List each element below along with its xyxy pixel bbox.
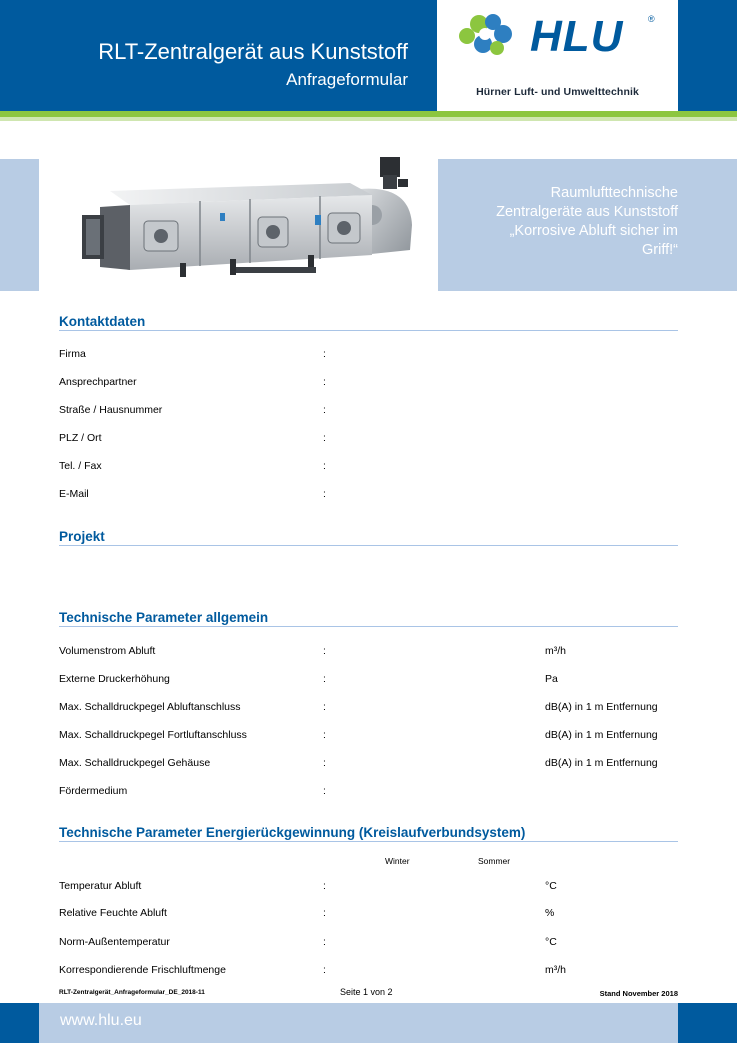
form-row-outdoor-temperature[interactable] <box>59 935 679 949</box>
form-row-sound-exhaust[interactable] <box>59 700 679 714</box>
field-separator: : <box>323 376 326 388</box>
field-separator: : <box>323 673 326 685</box>
form-row-exhaust-humidity[interactable] <box>59 906 679 920</box>
field-label: Volumenstrom Abluft <box>59 645 156 657</box>
field-separator: : <box>323 348 326 360</box>
field-label: Max. Schalldruckpegel Fortluftanschluss <box>59 729 247 741</box>
field-unit: dB(A) in 1 m Entfernung <box>545 729 658 741</box>
form-row-street[interactable] <box>59 403 679 417</box>
field-label: Korrespondierende Frischluftmenge <box>59 964 226 976</box>
form-row-phone-fax[interactable] <box>59 459 679 473</box>
field-unit: % <box>545 907 555 919</box>
form-row-external-pressure[interactable] <box>59 672 679 686</box>
form-row-volume-flow[interactable] <box>59 644 679 658</box>
section-rule <box>59 545 678 546</box>
field-label: Max. Schalldruckpegel Gehäuse <box>59 757 211 769</box>
form-row-medium[interactable] <box>59 784 679 798</box>
field-separator: : <box>323 404 326 416</box>
section-rule <box>59 330 678 331</box>
field-label: Straße / Hausnummer <box>59 404 163 416</box>
field-label: Max. Schalldruckpegel Abluftanschluss <box>59 701 241 713</box>
field-unit: °C <box>545 936 557 948</box>
field-label: Temperatur Abluft <box>59 880 142 892</box>
document-subtitle: Anfrageformular <box>286 70 408 89</box>
form-row-sound-outlet[interactable] <box>59 728 679 742</box>
section-rule <box>59 841 678 842</box>
form-row-contact-person[interactable] <box>59 375 679 389</box>
form-row-email[interactable] <box>59 487 679 501</box>
column-header-summer: Sommer <box>478 856 511 866</box>
field-unit: °C <box>545 880 557 892</box>
field-label: Firma <box>59 348 86 360</box>
field-separator: : <box>323 880 326 892</box>
field-unit: dB(A) in 1 m Entfernung <box>545 701 658 713</box>
field-separator: : <box>323 757 326 769</box>
field-separator: : <box>323 488 326 500</box>
field-label: Ansprechpartner <box>59 376 137 388</box>
field-separator: : <box>323 936 326 948</box>
section-rule <box>59 626 678 627</box>
field-separator: : <box>323 460 326 472</box>
field-label: Norm-Außentemperatur <box>59 936 170 948</box>
form-row-fresh-air-volume[interactable] <box>59 963 679 977</box>
field-separator: : <box>323 432 326 444</box>
field-separator: : <box>323 645 326 657</box>
footer-right-accent <box>678 1003 737 1043</box>
field-separator: : <box>323 785 326 797</box>
field-separator: : <box>323 729 326 741</box>
document-title: RLT-Zentralgerät aus Kunststoff <box>98 39 408 64</box>
hero-line: „Korrosive Abluft sicher im <box>509 223 678 239</box>
footer-left-accent <box>0 1003 39 1043</box>
field-label: E-Mail <box>59 488 89 500</box>
section-title-tech-general: Technische Parameter allgemein <box>59 610 269 625</box>
document-date: Stand November 2018 <box>599 989 678 998</box>
field-label: Fördermedium <box>59 785 128 797</box>
page-number: Seite 1 von 2 <box>340 987 393 997</box>
field-unit: m³/h <box>545 964 566 976</box>
field-unit: Pa <box>545 673 558 685</box>
website-link[interactable]: www.hlu.eu <box>60 1012 142 1029</box>
field-label: Externe Druckerhöhung <box>59 673 170 685</box>
form-row-sound-housing[interactable] <box>59 756 679 770</box>
field-separator: : <box>323 701 326 713</box>
form-row-postcode-city[interactable] <box>59 431 679 445</box>
document-id: RLT-Zentralgerät_Anfrageformular_DE_2018-11 <box>59 989 205 996</box>
section-title-tech-energy: Technische Parameter Energierückgewinnung (Kreislaufverbundsystem) <box>59 825 526 840</box>
logo-registered-mark: ® <box>648 14 655 24</box>
hero-caption <box>438 184 678 260</box>
section-title-contact: Kontaktdaten <box>59 314 146 329</box>
hero-line: Griff!“ <box>642 242 678 258</box>
light-green-stripe <box>0 117 737 121</box>
hero-line: Zentralgeräte aus Kunststoff <box>496 204 678 220</box>
hero-line: Raumlufttechnische <box>550 185 678 201</box>
logo-wordmark: HLU <box>530 12 624 61</box>
field-separator: : <box>323 907 326 919</box>
column-header-winter: Winter <box>385 856 410 866</box>
hlu-logo-icon <box>457 10 529 58</box>
form-row-company[interactable] <box>59 347 679 361</box>
field-separator: : <box>323 964 326 976</box>
field-unit: dB(A) in 1 m Entfernung <box>545 757 658 769</box>
project-description-field[interactable] <box>59 552 679 596</box>
field-label: Tel. / Fax <box>59 460 102 472</box>
field-label: Relative Feuchte Abluft <box>59 907 167 919</box>
field-unit: m³/h <box>545 645 566 657</box>
left-accent-block <box>0 159 39 291</box>
field-label: PLZ / Ort <box>59 432 102 444</box>
air-handling-unit-image <box>80 155 420 280</box>
form-row-exhaust-temperature[interactable] <box>59 879 679 893</box>
section-title-project: Projekt <box>59 529 105 544</box>
logo-tagline: Hürner Luft- und Umwelttechnik <box>476 86 639 98</box>
